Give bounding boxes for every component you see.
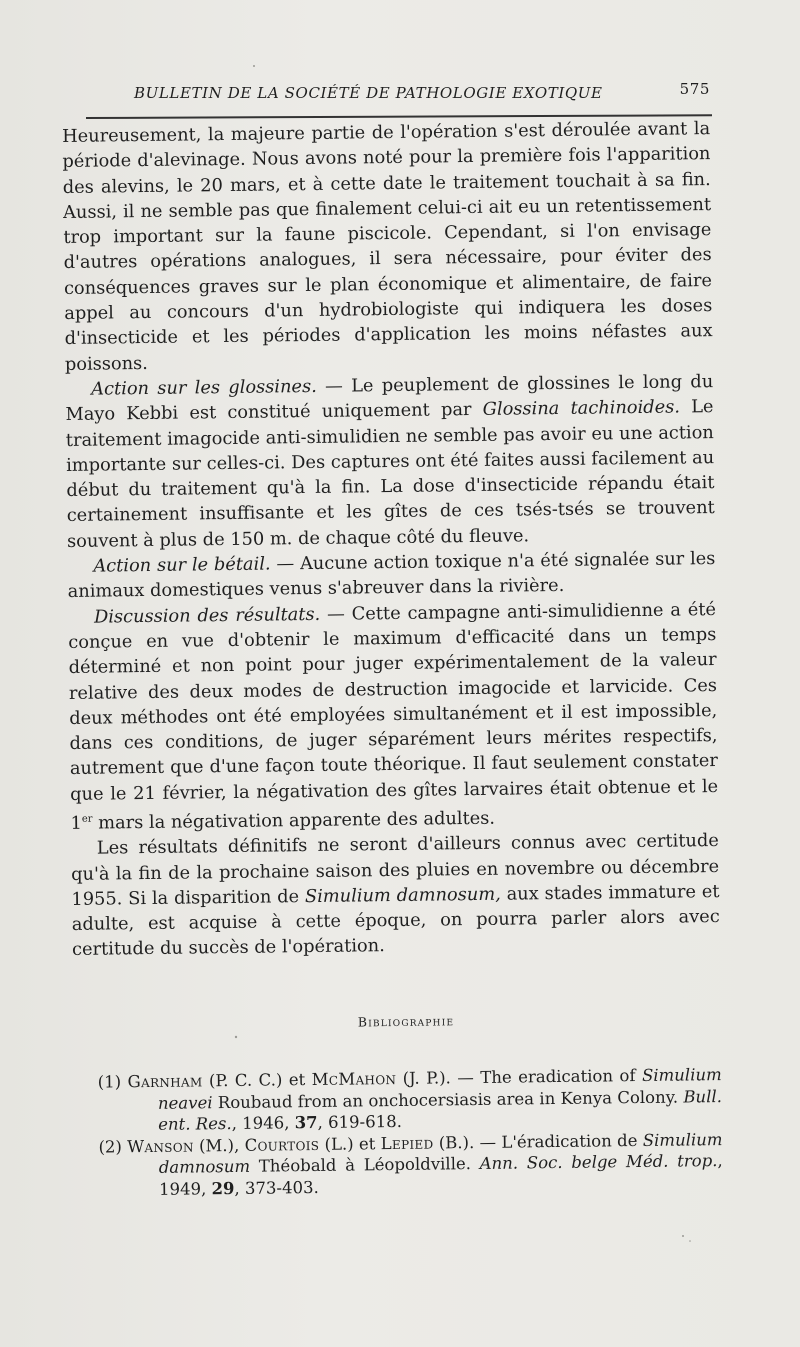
paragraph-discussion: Discussion des résultats. — Cette campagne anti-simulidienne a été conçue en vue d'obtenir le maximum d'efficacité dans un temps déterminé et non point pour juger expérimentalement de la valeur relative des deux modes de destruction imagocide et larvicide. Ces deux méthodes ont été employées simultanément et il est impossible, dans ces conditions, de juger séparément leurs mérites respectifs, autrement que d'une façon toute théorique. Il faut seulement constater que le 21 février, la négativation des gîtes larvaires était obtenue et le 1er mars la négativation apparente des adultes.: [68, 598, 719, 834]
paragraph-glossines: Action sur les glossines. — Le peuplement de glossines le long du Mayo Kebbi est constitué uniquement par Glossina tachinoides. Le traitement imagocide anti-simulidien ne semble pas avoir eu une action importante sur celles-ci. Des captures ont été faites aussi facilement au début du traitement qu'à la fin. La dose d'insecticide répandu était certainement insuffisante et les gîtes de ces tsés-tsés se trouvent souvent à plus de 150 m. de chaque côté du fleuve.: [65, 371, 715, 552]
species-name: Simulium damnosum,: [304, 883, 501, 907]
reference-author: Courtois: [244, 1134, 320, 1155]
section-heading-glossines: Action sur les glossines.: [91, 375, 317, 400]
reference-item: (2) Wanson (M.), Courtois (L.) et Lepied (B.). — L'éradication de Simulium damnosum Théobald à Léopoldville. Ann. Soc. belge Méd. trop., 1949, 29, 373-403.: [98, 1129, 723, 1199]
page-header: [120, 80, 710, 106]
species-name: Glossina tachinoides.: [482, 396, 681, 421]
reference-author: Garnham: [127, 1071, 203, 1092]
running-title: BULLETIN DE LA SOCIÉTÉ DE PATHOLOGIE EXOTIQUE: [134, 84, 603, 102]
reference-author: Lepied: [380, 1133, 434, 1153]
paragraph-fish-impact: Heureusement, la majeure partie de l'opération s'est déroulée avant la période d'alevinage. Nous avons noté pour la première fois l'apparition des alevins, le 20 mars, et à cette date le traitement touchait à sa fin. Aussi, il ne semble pas que finalement celui-ci ait eu un retentissement trop important sur la faune piscicole. Cependant, si l'on envisage d'autres opérations analogues, il sera nécessaire, pour éviter des conséquences graves sur le plan économique et alimentaire, de faire appel au concours d'un hydrobiologiste qui indiquera les doses d'insecticide et les périodes d'application les moins néfastes aux poissons.: [62, 118, 713, 375]
section-heading-discussion: Discussion des résultats.: [93, 603, 321, 628]
reference-author: McMahon: [311, 1069, 397, 1090]
reference-author: Wanson: [127, 1135, 194, 1156]
paragraph-betail: Action sur le bétail. — Aucune action toxique n'a été signalée sur les animaux domestiques venus s'abreuver dans la rivière.: [67, 548, 716, 603]
section-heading-betail: Action sur le bétail.: [93, 553, 271, 577]
reference-item: (1) Garnham (P. C. C.) et McMahon (J. P.). — The eradication of Simulium neavei Roubaud from an onchocersiasis area in Kenya Colony. Bull. ent. Res., 1946, 37, 619-618.: [97, 1065, 723, 1134]
reference-journal: Bull. ent. Res.: [158, 1086, 723, 1134]
paragraph-results: Les résultats définitifs ne seront d'ailleurs connus avec certitude qu'à la fin de la prochaine saison des pluies en novembre ou décembre 1955. Si la disparition de Simulium damnosum, aux stades immature et adulte, est acquise à cette époque, on pourra parler alors avec certitude du succès de l'opération.: [71, 830, 720, 961]
reference-journal: Ann. Soc. belge Méd. trop.: [479, 1151, 718, 1173]
bibliography-title: Bibliographie: [357, 1012, 455, 1030]
page-number: 575: [679, 80, 710, 98]
article-body: [62, 116, 723, 1201]
